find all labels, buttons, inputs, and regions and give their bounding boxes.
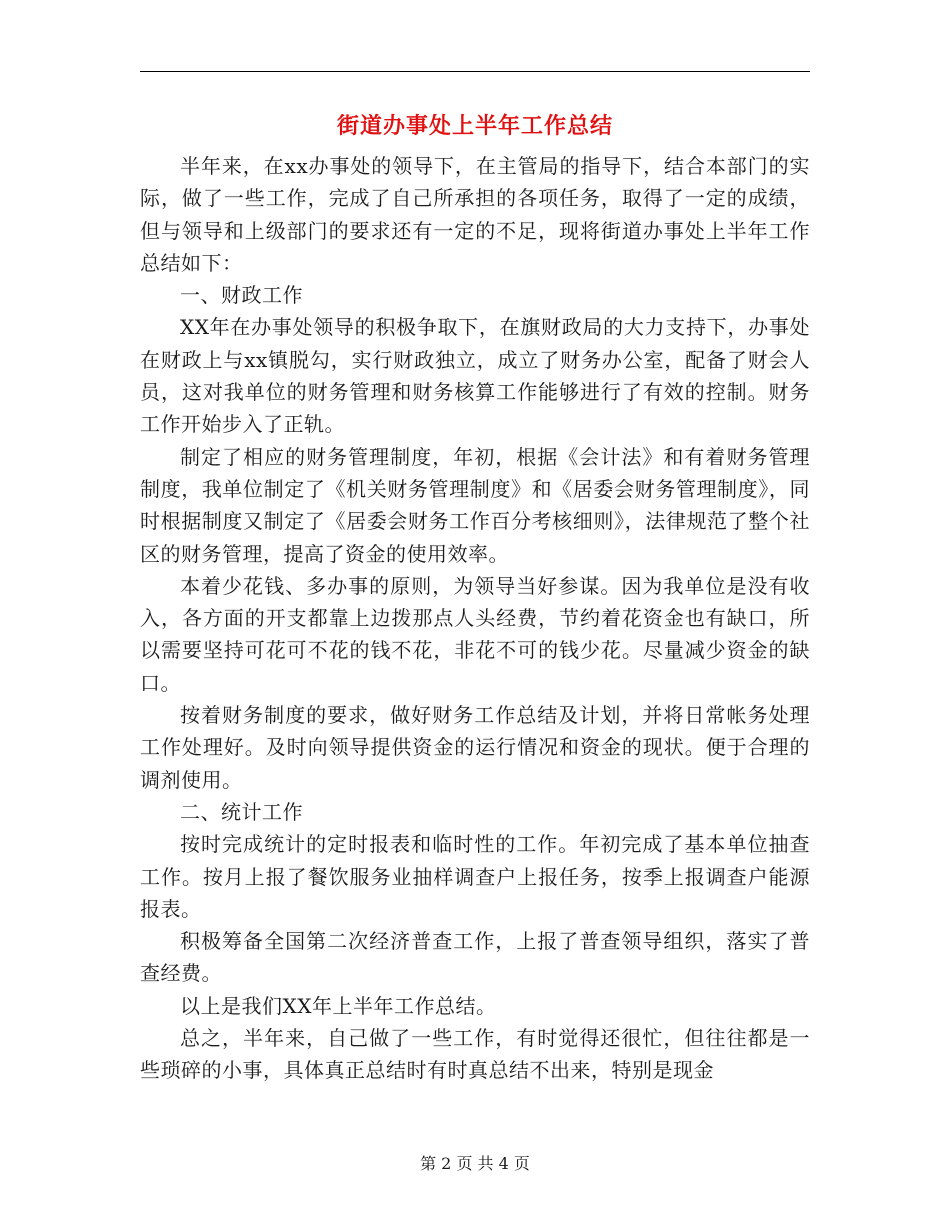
paragraph-conclusion: 总之，半年来，自己做了一些工作，有时觉得还很忙，但往往都是一些琐碎的小事，具体真正总结时有时真总结不出来，特别是现金	[140, 1026, 810, 1083]
document-title: 街道办事处上半年工作总结	[336, 113, 613, 139]
paragraph-finance-4: 按着财务制度的要求，做好财务工作总结及计划，并将日常帐务处理工作处理好。及时向领导提供资金的运行情况和资金的现状。便于合理的调剂使用。	[140, 703, 810, 792]
document-body	[140, 150, 810, 1087]
paragraph-finance-2: 制定了相应的财务管理制度，年初，根据《会计法》和有着财务管理制度，我单位制定了《机关财务管理制度》和《居委会财务管理制度》，同时根据制度又制定了《居委会财务工作百分考核细则》，法律规范了整个社区的财务管理，提高了资金的使用效率。	[140, 444, 810, 566]
section-heading-finance: 一、财政工作	[180, 283, 303, 308]
paragraph-finance-3: 本着少花钱、多办事的原则，为领导当好参谋。因为我单位是没有收入，各方面的开支都靠上边拨那点人头经费，节约着花资金也有缺口，所以需要坚持可花可不花的钱不花，非花不可的钱少花。尽量减少资金的缺口。	[140, 573, 810, 695]
paragraph-statistics-2: 积极筹备全国第二次经济普查工作，上报了普查领导组织，落实了普查经费。	[140, 929, 810, 986]
header-rule	[140, 71, 810, 72]
page-number-label: 第 2 页 共 4 页	[420, 1154, 530, 1173]
page-footer	[140, 1152, 810, 1176]
paragraph-finance-1: XX年在办事处领导的积极争取下，在旗财政局的大力支持下，办事处在财政上与xx镇脱勾，实行财政独立，成立了财务办公室，配备了财会人员，这对我单位的财务管理和财务核算工作能够进行了有效的控制。财务工作开始步入了正轨。	[140, 315, 810, 437]
paragraph-summary-line: 以上是我们XX年上半年工作总结。	[180, 993, 497, 1018]
section-heading-statistics: 二、统计工作	[180, 799, 303, 824]
paragraph-statistics-1: 按时完成统计的定时报表和临时性的工作。年初完成了基本单位抽查工作。按月上报了餐饮服务业抽样调查户上报任务，按季上报调查户能源报表。	[140, 832, 810, 921]
paragraph-intro: 半年来，在xx办事处的领导下，在主管局的指导下，结合本部门的实际，做了一些工作，完成了自己所承担的各项任务，取得了一定的成绩，但与领导和上级部门的要求还有一定的不足，现将街道办事处上半年工作总结如下：	[140, 154, 810, 275]
